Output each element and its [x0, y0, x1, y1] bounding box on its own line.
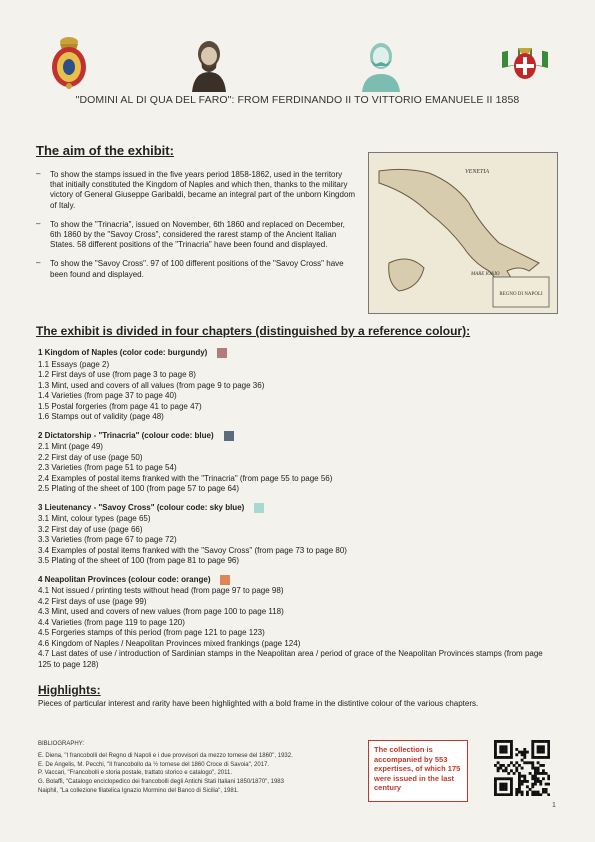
map-label-sea-top: VENETIA: [465, 169, 489, 175]
chapter-item: 4.6 Kingdom of Naples / Neapolitan Provinces mixed frankings (page 124): [38, 638, 301, 648]
chapter-item: 2.2 First day of use (page 50): [38, 452, 143, 462]
qr-code-icon[interactable]: [494, 740, 550, 796]
expertise-note: The collection is accompanied by 553 expertises, of which 175 were issued in the last century: [368, 740, 468, 802]
chapter-item: 1.4 Varieties (from page 37 to page 40): [38, 391, 177, 400]
chapter-title: [38, 503, 558, 514]
chapter-title-text: 4 Neapolitan Provinces (colour code: orange): [38, 574, 211, 584]
chapter-item: 3.2 First day of use (page 66): [38, 524, 143, 534]
chapter-1: [38, 348, 558, 423]
chapter-item: 2.5 Plating of the sheet of 100 (from page 57 to page 64): [38, 484, 240, 493]
bibliography-entry: P. Vaccari, "Francobolli e storia postale, trattato storico e catalogo", 2011.: [38, 770, 233, 777]
garibaldi-portrait-icon: [180, 34, 238, 92]
bibliography-entry: E. Diena, "I francobolli del Regno di Napoli e i due provvisori da mezzo tornese del 1860", 1932.: [38, 752, 293, 759]
page-title: "DOMINI AL DI QUA DEL FARO": FROM FERDINANDO II TO VITTORIO EMANUELE II 1858: [75, 94, 520, 106]
chapter-item: 4.3 Mint, used and covers of new values (from page 100 to page 118): [38, 607, 284, 616]
chapter-item: 3.5 Plating of the sheet of 100 (from page 81 to page 96): [38, 556, 240, 565]
chapter-item: 1.2 First days of use (from page 3 to page 8): [38, 370, 196, 379]
aim-heading: The aim of the exhibit:: [36, 143, 174, 158]
chapters-list: [38, 348, 558, 678]
bibliography-label: BIBLIOGRAPHY:: [38, 741, 85, 747]
chapter-item: 4.1 Not issued / printing tests without head (from page 97 to page 98): [38, 586, 284, 595]
chapter-item: 1.3 Mint, used and covers of all values (from page 9 to page 36): [38, 380, 265, 390]
chapter-title-text: 2 Dictatorship - "Trinacria" (colour code: blue): [38, 430, 214, 440]
chapter-item: 4.2 First days of use (page 99): [38, 596, 147, 606]
colour-code-swatch: [220, 575, 230, 585]
chapter-item: 1.5 Postal forgeries (from page 41 to page 47): [38, 401, 202, 411]
page-number: 1: [552, 802, 556, 809]
savoy-flags-icon: [496, 34, 554, 92]
aim-list: [36, 170, 356, 289]
aim-item: – To show the "Savoy Cross". 97 of 100 different positions of the "Savoy Cross" have been found and displayed.: [36, 258, 344, 279]
bibliography-entry: G. Bolaffi, "Catalogo enciclopedico dei francobolli degli Antichi Stati Italiani 1850/1870", 1983: [38, 779, 284, 786]
highlights-heading: Highlights:: [38, 683, 101, 697]
chapter-title: [38, 575, 558, 586]
chapter-title: [38, 431, 558, 442]
chapter-item: 1.6 Stamps out of validity (page 48): [38, 412, 164, 421]
chapter-item: 1.1 Essays (page 2): [38, 359, 110, 369]
aim-item: – To show the "Trinacria", issued on November, 6th 1860 and replaced on December, 6th 1860 by the "Savoy Cross", considered the rarest stamp of the Ancient Italian States. 58 different positions of the "Trinacria" have been found and displayed.: [36, 218, 345, 250]
bibliography-entry: E. De Angelis, M. Pecchi, "Il francobollo da ½ tornese del 1860 Croce di Savoia", 2017.: [38, 761, 270, 768]
chapter-title-text: 3 Lieutenancy - "Savoy Cross" (colour code: sky blue): [38, 502, 245, 512]
chapter-item: 2.1 Mint (page 49): [38, 442, 103, 451]
chapter-title: [38, 348, 558, 359]
chapter-title-text: 1 Kingdom of Naples (color code: burgundy): [38, 348, 208, 357]
vittorio-emanuele-portrait-icon: [352, 34, 410, 92]
chapter-item: 2.4 Examples of postal items franked with the "Trinacria" (from page 55 to page 56): [38, 473, 333, 483]
colour-code-swatch: [254, 503, 264, 513]
bibliography-entry: Naiphil, "La collezione filatelica Ignazio Mormino del Banco di Sicilia", 1981.: [38, 787, 239, 794]
chapter-item: 4.7 Last dates of use / introduction of Sardinian stamps in the Neapolitan area / period of grace of the Neapolitan Provinces stamps (from page 125 to page 128): [38, 649, 543, 669]
highlights-text: Pieces of particular interest and rarity have been highlighted with a bold frame in the distintive colour of the various chapters.: [38, 699, 479, 708]
map-cartouche: REGNO DI NAPOLI: [499, 292, 543, 297]
colour-code-swatch: [217, 348, 227, 358]
chapter-item: 2.3 Varieties (from page 51 to page 54): [38, 463, 177, 472]
chapter-item: 3.1 Mint, colour types (page 65): [38, 514, 151, 523]
chapter-item: 3.4 Examples of postal items franked with the "Savoy Cross" (from page 73 to page 80): [38, 545, 347, 555]
bibliography: [38, 740, 368, 796]
chapter-item: 4.5 Forgeries stamps of this period (from page 121 to page 123): [38, 628, 265, 637]
colour-code-swatch: [224, 431, 234, 441]
chapter-3: [38, 503, 558, 567]
chapter-2: [38, 431, 558, 495]
chapters-heading: The exhibit is divided in four chapters (distinguished by a reference colour):: [36, 324, 471, 338]
map-label-sea-bottom: MARE IONIO: [471, 272, 500, 277]
chapter-item: 3.3 Varieties (from page 67 to page 72): [38, 535, 177, 544]
bourbon-coat-of-arms-icon: [40, 34, 98, 92]
chapter-4: [38, 575, 558, 671]
chapter-item: 4.4 Varieties (from page 119 to page 120): [38, 617, 185, 627]
kingdom-of-naples-map: [368, 152, 558, 314]
aim-item: – To show the stamps issued in the five years period 1858-1862, used in the territory that initially constituted the Kingdom of Naples and which then, thanks to the military victory of General Giuseppe Garibaldi, became an integral part of the unborn Kingdom of Italy.: [36, 169, 356, 210]
